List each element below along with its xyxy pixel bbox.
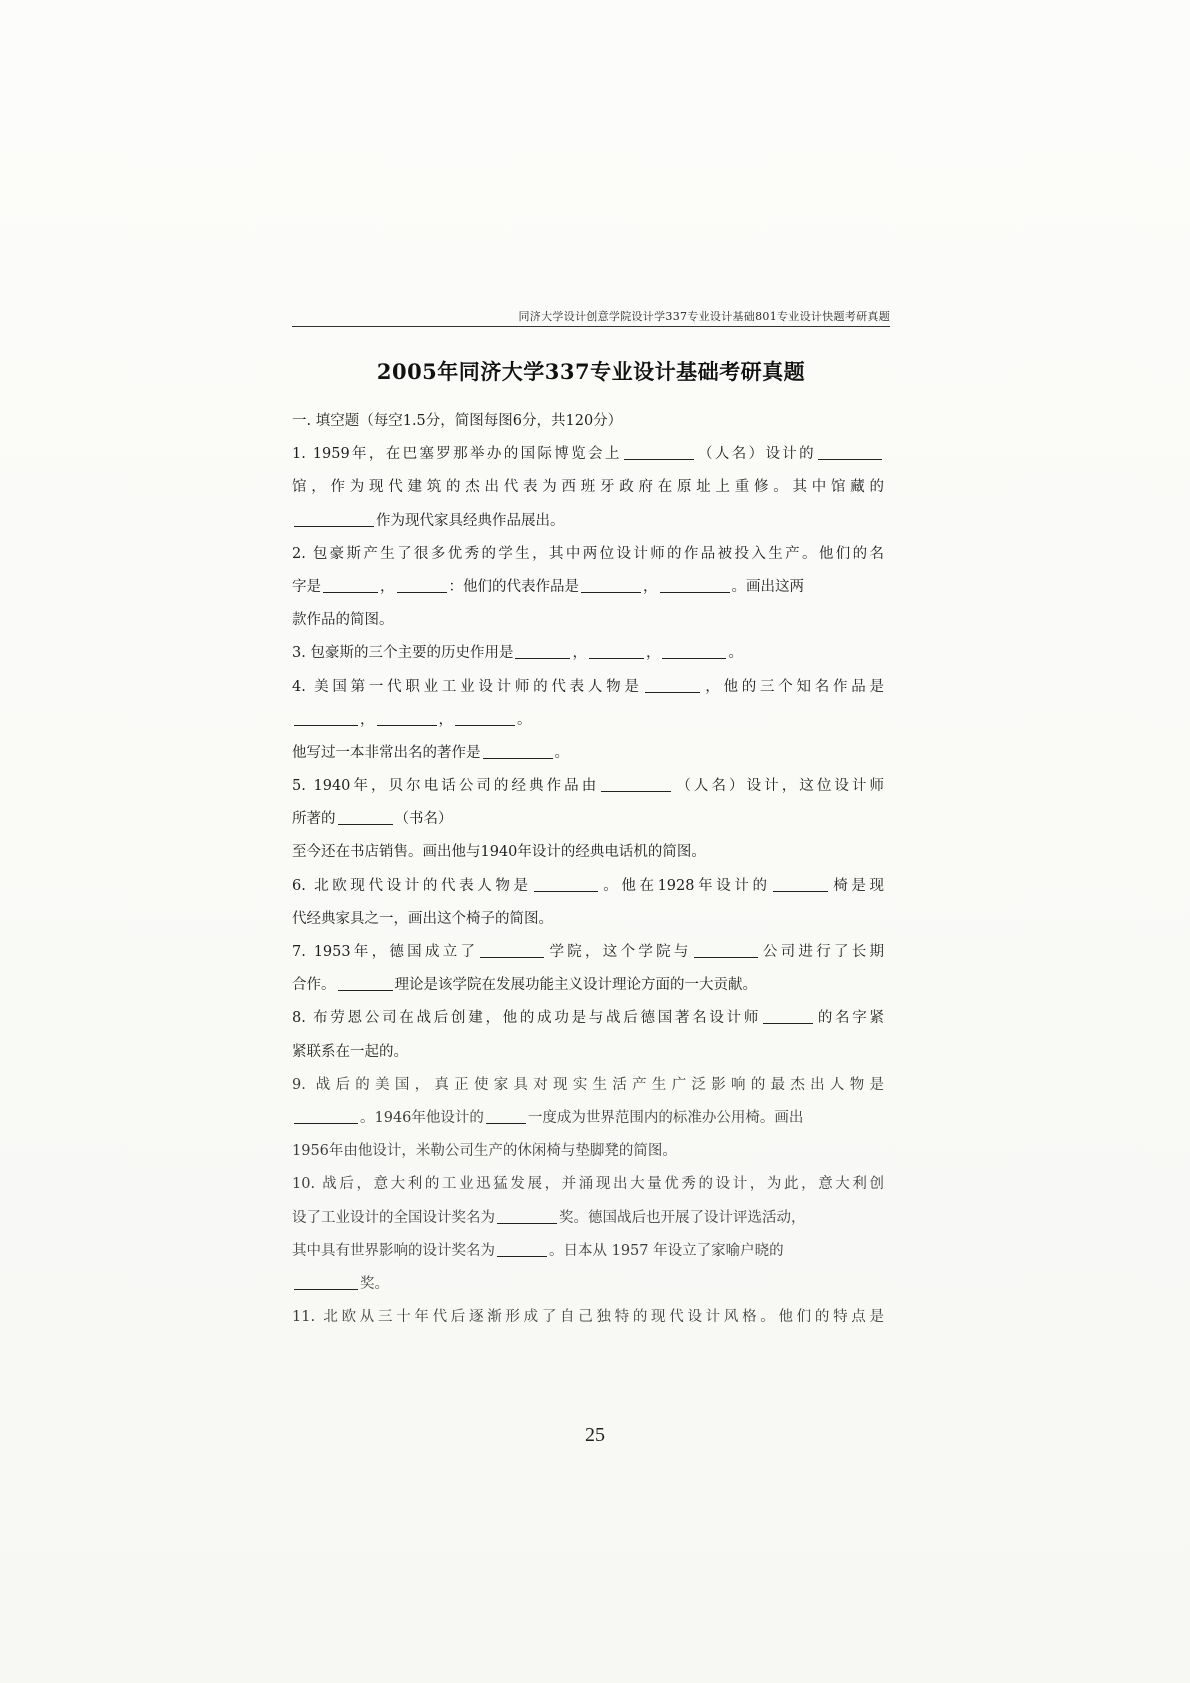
q2-line-2: 字是 ， ：他们的代表作品是 ， 。画出这两 <box>292 578 804 595</box>
q1-line-1: 1. 1959年，在巴塞罗那举办的国际博览会上 （人名）设计的 <box>292 438 884 471</box>
answer-blank[interactable] <box>589 644 644 660</box>
answer-blank[interactable] <box>338 976 393 992</box>
answer-blank[interactable] <box>694 943 758 959</box>
q1-line-2: 馆，作为现代建筑的杰出代表为西班牙政府在原址上重修。其中馆藏的 <box>292 479 884 496</box>
answer-blank[interactable] <box>515 644 570 660</box>
answer-blank[interactable] <box>645 677 700 693</box>
q3-line-1: 3. 包豪斯的三个主要的历史作用是 ， ， 。 <box>292 645 743 662</box>
answer-blank[interactable] <box>763 1009 813 1025</box>
answer-blank[interactable] <box>294 1108 358 1124</box>
q7-line-1: 7. 1953年，德国成立了 学院，这个学院与 公司进行了长期 <box>292 944 884 960</box>
answer-blank[interactable] <box>818 445 882 461</box>
answer-blank[interactable] <box>497 1241 547 1257</box>
q5-line-1: 5. 1940年，贝尔电话公司的经典作品由 （人名）设计，这位设计师 <box>292 778 884 795</box>
answer-blank[interactable] <box>294 511 374 527</box>
q6-line-2: 代经典家具之一，画出这个椅子的简图。 <box>292 910 553 927</box>
q9-line-1: 9. 战后的美国，真正使家具对现实生活产生广泛影响的最杰出人物是 <box>292 1076 884 1093</box>
q4-line-1: 4. 美国第一代职业工业设计师的代表人物是 ，他的三个知名作品是 <box>292 678 884 695</box>
answer-blank[interactable] <box>294 710 358 726</box>
q10-line-2: 设了工业设计的全国设计奖名为 奖。德国战后也开展了设计评选活动， <box>292 1209 806 1226</box>
q9-line-3: 1956年由他设计，米勒公司生产的休闲椅与垫脚凳的简图。 <box>292 1143 677 1160</box>
running-header: 同济大学设计创意学院设计学337专业设计基础801专业设计快题考研真题 <box>518 310 890 323</box>
q10-line-1: 10. 战后，意大利的工业迅猛发展，并涌现出大量优秀的设计，为此，意大利创 <box>292 1176 884 1193</box>
page-number: 25 <box>585 1424 605 1446</box>
q7-line-2: 合作。 理论是该学院在发展功能主义设计理论方面的一大贡献。 <box>292 977 757 994</box>
answer-blank[interactable] <box>773 876 828 892</box>
q5-line-3: 至今还在书店销售。画出他与1940年设计的经典电话机的简图。 <box>292 844 706 861</box>
q9-line-2: 。1946年他设计的 一度成为世界范围内的标准办公用椅。画出 <box>292 1102 884 1135</box>
q8-line-1: 8. 布劳恩公司在战后创建，他的成功是与战后德国著名设计师 的名字紧 <box>292 1010 884 1027</box>
section-heading: 一. 填空题（每空1.5分，简图每图6分，共120分） <box>292 413 623 429</box>
answer-blank[interactable] <box>534 876 598 892</box>
answer-blank[interactable] <box>497 1208 557 1224</box>
q5-line-2: 所著的 （书名） <box>292 811 453 828</box>
answer-blank[interactable] <box>455 710 515 726</box>
answer-blank[interactable] <box>294 1274 358 1290</box>
answer-blank[interactable] <box>581 577 641 593</box>
q10-line-3: 其中具有世界影响的设计奖名为 。日本从 1957 年设立了家喻户晓的 <box>292 1242 784 1259</box>
header-rule <box>292 326 890 327</box>
q6-line-1: 6. 北欧现代设计的代表人物是 。他在1928年设计的 椅是现 <box>292 877 884 894</box>
q2-line-1: 2. 包豪斯产生了很多优秀的学生，其中两位设计师的作品被投入生产。他们的名 <box>292 545 884 562</box>
q4-line-3: 他写过一本非常出名的著作是 。 <box>292 744 569 761</box>
page-title: 2005年同济大学337专业设计基础考研真题 <box>376 359 806 384</box>
answer-blank[interactable] <box>660 577 730 593</box>
answer-blank[interactable] <box>483 743 553 759</box>
answer-blank[interactable] <box>338 810 393 826</box>
answer-blank[interactable] <box>323 577 378 593</box>
answer-blank[interactable] <box>480 943 544 959</box>
answer-blank[interactable] <box>601 777 671 793</box>
q10-line-4: 奖。 <box>292 1268 884 1301</box>
answer-blank[interactable] <box>397 577 447 593</box>
answer-blank[interactable] <box>624 445 694 461</box>
q1-line-3: 作为现代家具经典作品展出。 <box>292 505 884 538</box>
q2-line-3: 款作品的简图。 <box>292 612 394 629</box>
answer-blank[interactable] <box>662 644 726 660</box>
q4-line-2: ， ， 。 <box>292 704 884 737</box>
q8-line-2: 紧联系在一起的。 <box>292 1043 408 1060</box>
answer-blank[interactable] <box>486 1108 526 1124</box>
question-body <box>292 405 884 1334</box>
q11-line-1: 11. 北欧从三十年代后逐渐形成了自己独特的现代设计风格。他们的特点是 <box>292 1309 884 1326</box>
answer-blank[interactable] <box>377 710 437 726</box>
